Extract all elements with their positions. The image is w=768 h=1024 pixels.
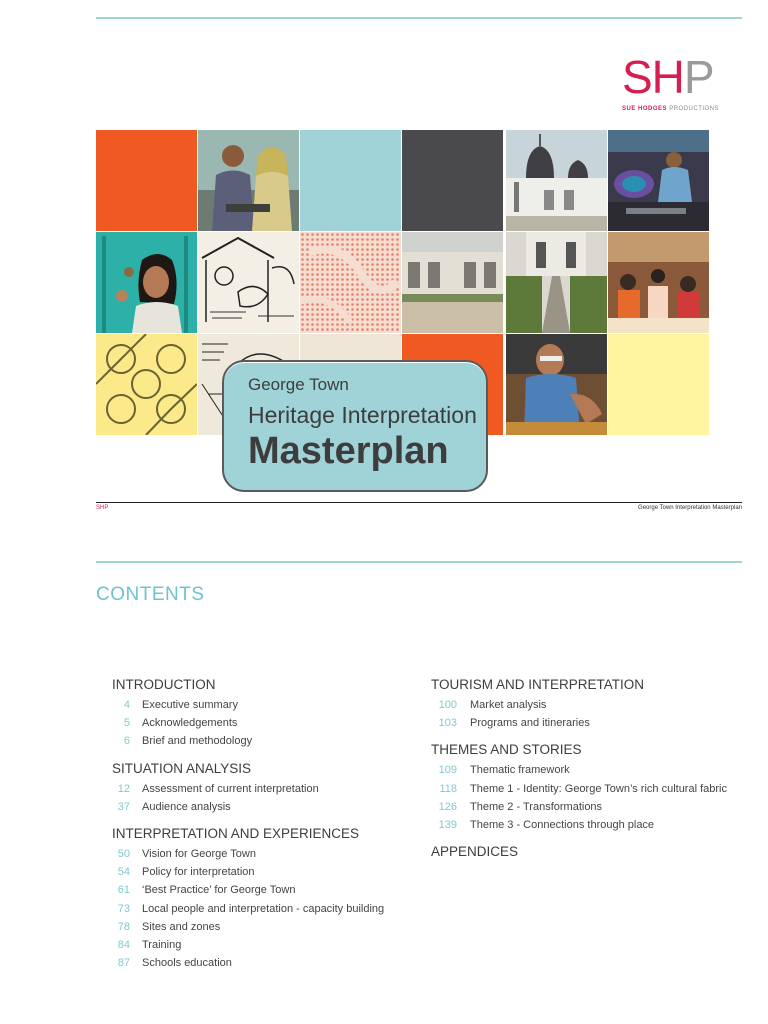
toc-section bbox=[112, 676, 384, 751]
toc-entry[interactable]: 4 Executive summary bbox=[123, 699, 238, 711]
toc-entry[interactable]: 126 Theme 2 - Transformations bbox=[438, 800, 603, 813]
toc-section-title: INTRODUCTION bbox=[112, 677, 216, 692]
toc-entry[interactable]: 54 Policy for interpretation bbox=[117, 866, 255, 879]
toc-entry[interactable]: 73 Local people and interpretation - capacity building bbox=[117, 902, 385, 915]
photo-elderly-man bbox=[506, 334, 607, 435]
toc-entry[interactable]: 78 Sites and zones bbox=[117, 920, 221, 933]
toc-section-title: THEMES AND STORIES bbox=[431, 742, 582, 758]
toc-section-title: TOURISM AND INTERPRETATION bbox=[431, 677, 645, 692]
toc-section bbox=[431, 843, 727, 860]
toc-entry[interactable]: 6 Brief and methodology bbox=[123, 735, 253, 748]
contents-column-right bbox=[431, 676, 727, 869]
toc-section-title: APPENDICES bbox=[431, 844, 519, 860]
toc-entry[interactable]: 109 Thematic framework bbox=[438, 764, 570, 777]
toc-entry[interactable]: 12 Assessment of current interpretation bbox=[117, 782, 319, 795]
photo-market-crowd bbox=[608, 232, 709, 333]
footer-rule bbox=[96, 502, 742, 503]
top-rule bbox=[96, 17, 742, 19]
pattern-yellow-tiles bbox=[96, 334, 197, 435]
teal-tile bbox=[300, 130, 401, 231]
title-line-3: Masterplan bbox=[248, 430, 449, 472]
pattern-red-dots bbox=[300, 232, 401, 333]
title-line-2: Heritage Interpretation bbox=[248, 402, 477, 428]
contents-rule bbox=[96, 561, 742, 563]
title-line-1: George Town bbox=[248, 375, 349, 394]
contents-heading: CONTENTS bbox=[96, 584, 205, 605]
contents-column-left bbox=[112, 676, 384, 981]
toc-section-title: SITUATION ANALYSIS bbox=[112, 760, 252, 776]
toc-entry[interactable]: 37 Audience analysis bbox=[117, 800, 231, 813]
cover-title-box bbox=[222, 360, 488, 492]
yellow-tile bbox=[608, 334, 709, 435]
orange-tile bbox=[96, 130, 197, 231]
photo-colonial-building bbox=[402, 232, 503, 333]
shp-logo: SHP SUE HODGES PRODUCTIONS bbox=[622, 51, 720, 112]
toc-entry[interactable]: 118 Theme 1 - Identity: George Town’s rich cultural fabric bbox=[439, 782, 727, 795]
photo-mosque bbox=[506, 130, 607, 231]
illustration-sketch bbox=[198, 232, 299, 333]
toc-entry[interactable]: 100 Market analysis bbox=[438, 699, 547, 711]
toc-entry[interactable]: 50 Vision for George Town bbox=[117, 847, 256, 860]
toc-entry[interactable]: 5 Acknowledgements bbox=[123, 717, 238, 730]
photo-craftsman bbox=[608, 130, 709, 231]
photo-couple bbox=[198, 130, 299, 231]
toc-entry[interactable]: 87 Schools education bbox=[117, 957, 232, 970]
footer-logo: SHP bbox=[96, 505, 109, 511]
toc-section bbox=[112, 760, 384, 816]
toc-section bbox=[112, 825, 384, 972]
toc-entry[interactable]: 139 Theme 3 - Connections through place bbox=[438, 818, 655, 831]
toc-entry[interactable]: 84 Training bbox=[117, 938, 182, 951]
charcoal-tile bbox=[402, 130, 503, 231]
toc-entry[interactable]: 61 ‘Best Practice’ for George Town bbox=[117, 884, 296, 897]
photo-mosque-path bbox=[506, 232, 607, 333]
footer-doc-title: George Town Interpretation Masterplan bbox=[638, 505, 742, 511]
toc-section bbox=[431, 741, 727, 834]
toc-section bbox=[431, 676, 727, 732]
photo-girl-door bbox=[96, 232, 197, 333]
toc-section-title: INTERPRETATION AND EXPERIENCES bbox=[112, 825, 360, 841]
toc-entry[interactable]: 103 Programs and itineraries bbox=[438, 717, 590, 730]
